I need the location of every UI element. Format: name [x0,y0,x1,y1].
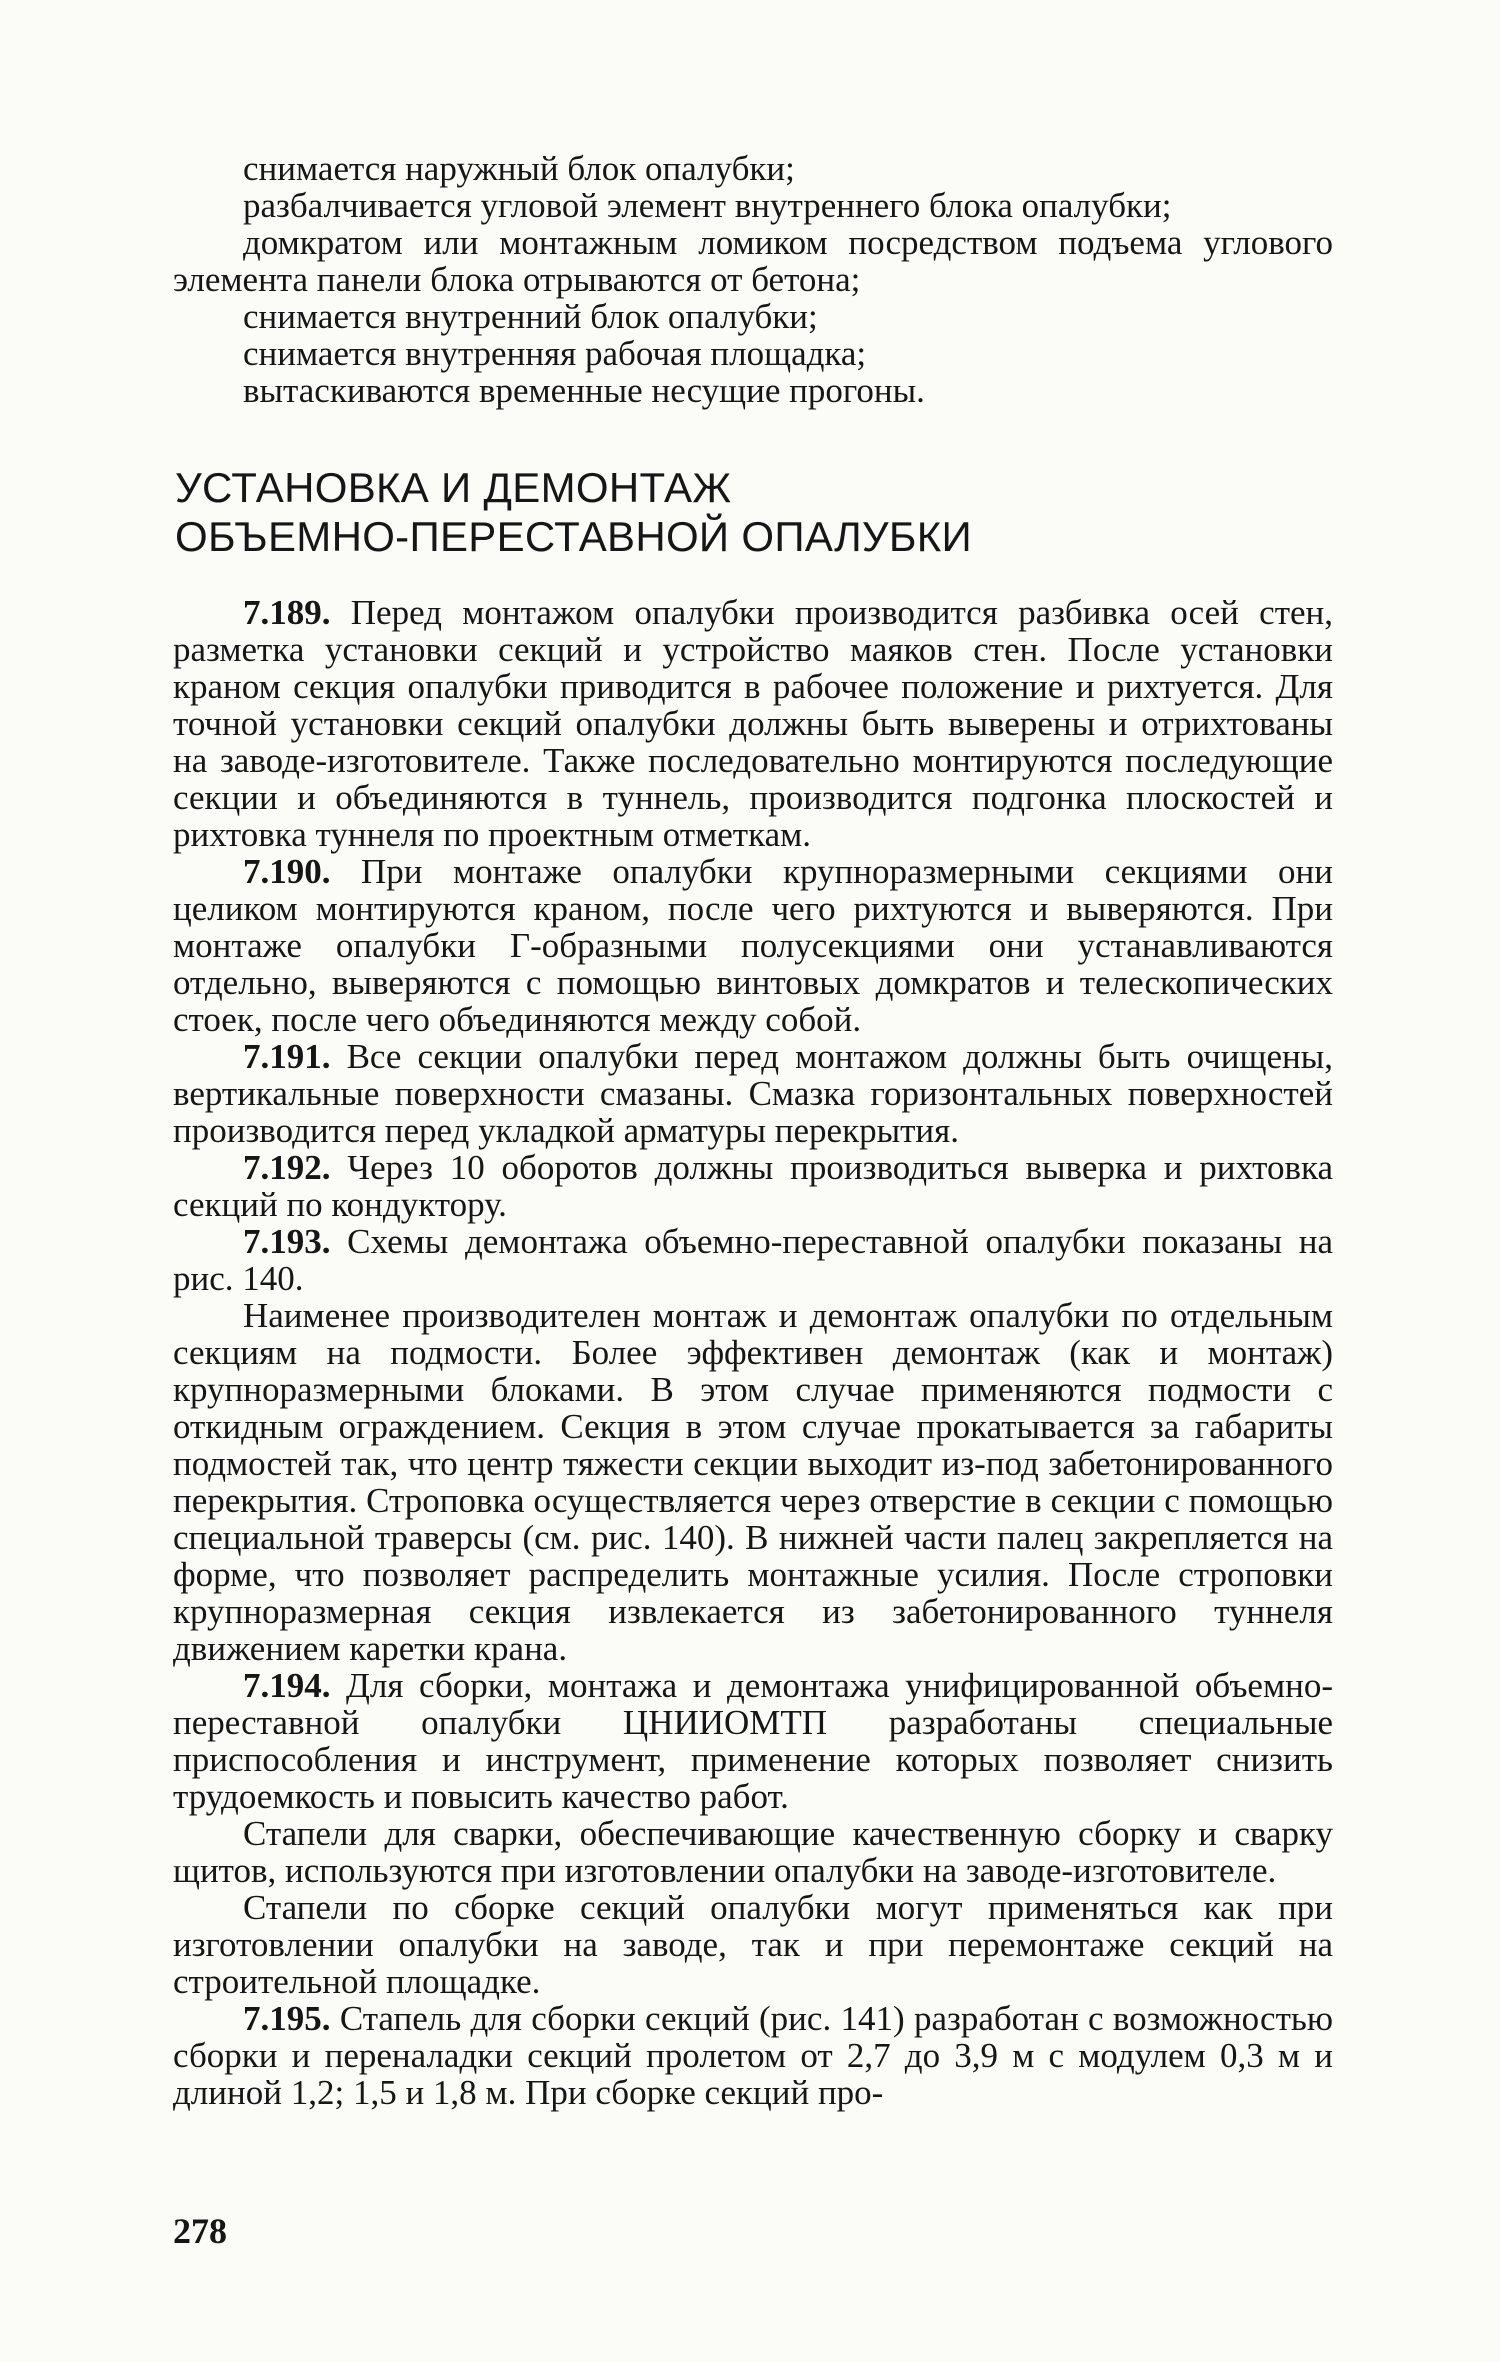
paragraph [173,1038,1333,1149]
page-number: 278 [173,2211,227,2251]
removal-steps-list [173,150,1333,409]
list-item: снимается внутренний блок опалубки; [243,297,818,336]
paragraph [173,2000,1333,2111]
paragraph-number: 7.193. [243,1222,331,1261]
paragraph-number: 7.194. [243,1666,331,1705]
section-heading-line-2: ОБЪЕМНО-ПЕРЕСТАВНОЙ ОПАЛУБКИ [175,513,973,560]
paragraph-number: 7.191. [243,1037,331,1076]
paragraph-text: Стапели по сборке секций опалубки могут применяться как при изготовлении опалубки на заводе, так и при перемонтаже секций на строительной площадке. [173,1888,1333,2001]
section-heading [175,463,1333,561]
paragraph [173,1149,1333,1223]
paragraph-text: Стапель для сборки секций (рис. 141) разработан с возможностью сборки и переналадки секций пролетом от 2,7 до 3,9 м с модулем 0,3 м и длиной 1,2; 1,5 и 1,8 м. При сборке секций про- [173,1999,1333,2112]
paragraph-text: Все секции опалубки перед монтажом должны быть очищены, вертикальные поверхности смазаны. Смазка горизонтальных поверхностей производится перед укладкой арматуры перекрытия. [173,1037,1333,1150]
list-item: снимается наружный блок опалубки; [243,149,795,188]
paragraph-text: Для сборки, монтажа и демонтажа унифицированной объемно-переставной опалубки ЦНИИОМТП разработаны специальные приспособления и инструмент, применение которых позволяет снизить трудоемкость и повысить качество работ. [173,1666,1333,1816]
page-content [173,150,1333,2111]
paragraph-number: 7.192. [243,1148,331,1187]
paragraph-text: Через 10 оборотов должны производиться выверка и рихтовка секций по кондуктору. [173,1148,1333,1224]
paragraph [173,1297,1333,1667]
section-heading-line-1: УСТАНОВКА И ДЕМОНТАЖ [175,464,732,511]
paragraph-number: 7.190. [243,852,331,891]
list-item: снимается внутренняя рабочая площадка; [243,334,867,373]
list-item: домкратом или монтажным ломиком посредством подъема углового элемента панели блока отрываются от бетона; [173,223,1333,299]
paragraph-number: 7.195. [243,1999,331,2038]
paragraph [173,853,1333,1038]
paragraph-number: 7.189. [243,593,331,632]
paragraph [173,1889,1333,2000]
paragraph [173,1223,1333,1297]
paragraph-text: Перед монтажом опалубки производится разбивка осей стен, разметка установки секций и устройство маяков стен. После установки краном секция опалубки приводится в рабочее положение и рихтуется. Для точной установки секций опалубки должны быть выверены и отрихтованы на заводе-изготовителе. Также последовательно монтируются последующие секции и объединяются в туннель, производится подгонка плоскостей и рихтовка туннеля по проектным отметкам. [173,593,1333,854]
section-body [173,594,1333,2111]
paragraph [173,1667,1333,1815]
paragraph [173,1815,1333,1889]
paragraph-text: Наименее производителен монтаж и демонтаж опалубки по отдельным секциям на подмости. Более эффективен демонтаж (как и монтаж) крупноразмерными блоками. В этом случае применяются подмости с откидным ограждением. Секция в этом случае прокатывается за габариты подмостей так, что центр тяжести секции выходит из-под забетонированного перекрытия. Строповка осуществляется через отверстие в секции с помощью специальной траверсы (см. рис. 140). В нижней части палец закрепляется на форме, что позволяет распределить монтажные усилия. После строповки крупноразмерная секция извлекается из забетонированного туннеля движением каретки крана. [173,1296,1333,1668]
list-item: разбалчивается угловой элемент внутреннего блока опалубки; [243,186,1172,225]
paragraph-text: Стапели для сварки, обеспечивающие качественную сборку и сварку щитов, используются при изготовлении опалубки на заводе-изготовителе. [173,1814,1333,1890]
list-item: вытаскиваются временные несущие прогоны. [243,371,925,410]
paragraph-text: При монтаже опалубки крупноразмерными секциями они целиком монтируются краном, после чего рихтуются и выверяются. При монтаже опалубки Г-образными полусекциями они устанавливаются отдельно, выверяются с помощью винтовых домкратов и телескопических стоек, после чего объединяются между собой. [173,852,1333,1039]
paragraph-text: Схемы демонтажа объемно-переставной опалубки показаны на рис. 140. [173,1222,1333,1298]
paragraph [173,594,1333,853]
